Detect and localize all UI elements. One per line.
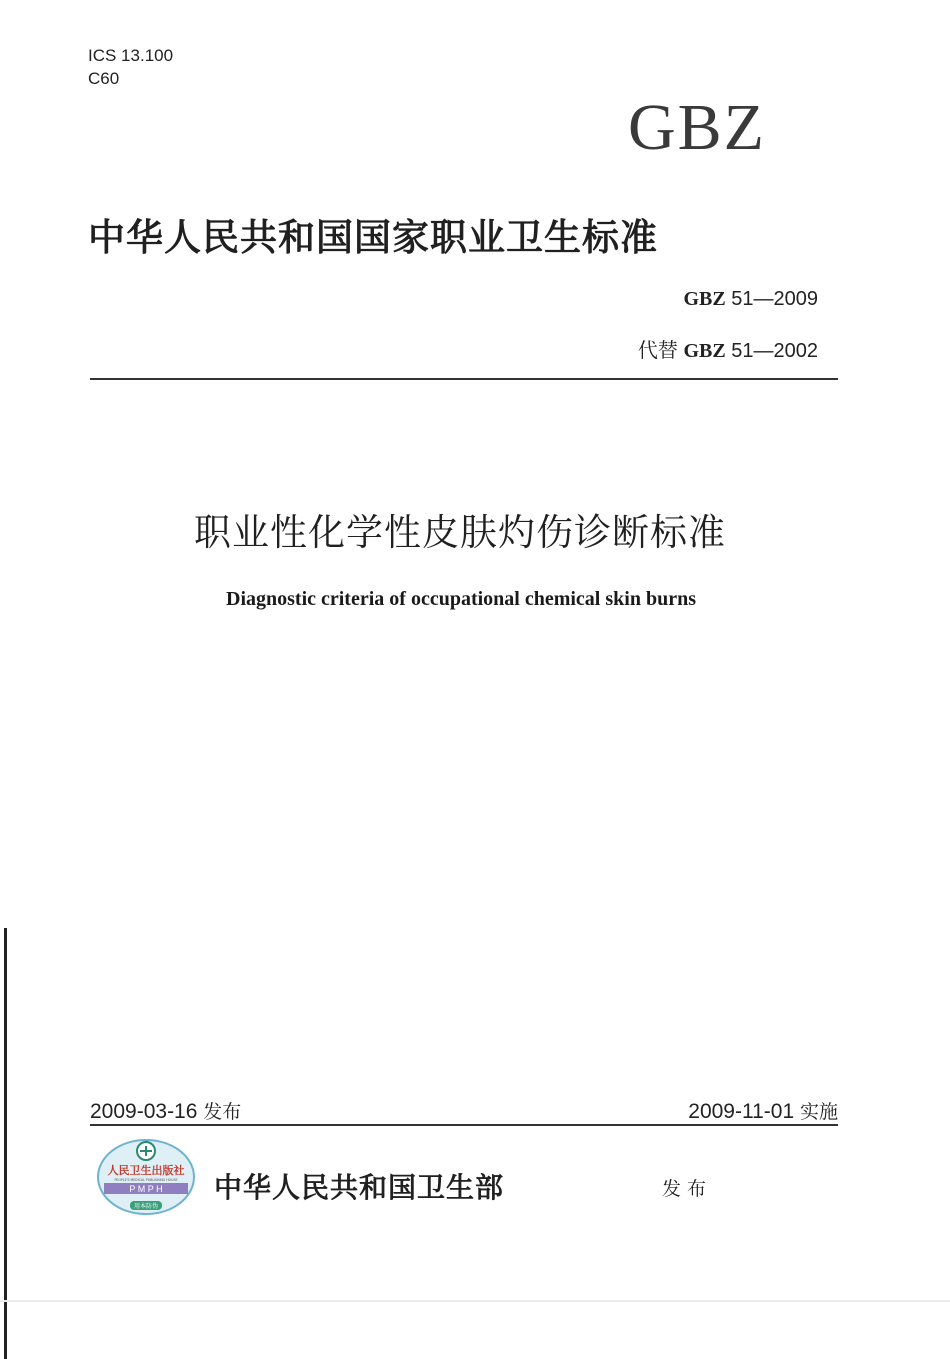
top-divider bbox=[90, 378, 838, 380]
classification-codes bbox=[88, 44, 173, 90]
replaces-label: 代替 bbox=[637, 340, 678, 362]
replaces-prefix: GBZ bbox=[683, 340, 726, 362]
scan-edge-mark bbox=[4, 928, 7, 1359]
replaces-standard bbox=[638, 334, 818, 363]
seal-en-text: PEOPLE'S MEDICAL PUBLISHING HOUSE bbox=[114, 1178, 178, 1182]
standard-number-value: 51—2009 bbox=[731, 288, 818, 310]
ccs-code: C60 bbox=[88, 69, 120, 88]
implement-date-value: 2009-11-01 bbox=[688, 1100, 795, 1123]
ics-code: ICS 13.100 bbox=[88, 46, 174, 65]
document-title-chinese: 职业性化学性皮肤灼伤诊断标准 bbox=[194, 511, 726, 554]
publisher-seal-logo bbox=[96, 1137, 196, 1217]
seal-cn-text: 人民卫生出版社 bbox=[107, 1164, 185, 1177]
gbz-logo: GBZ bbox=[628, 91, 766, 164]
issue-label: 发布 bbox=[203, 1101, 242, 1123]
issue-date-value: 2009-03-16 bbox=[90, 1100, 198, 1123]
page-fold-line bbox=[0, 1300, 950, 1302]
replaces-number: 51—2002 bbox=[731, 340, 818, 362]
publisher-name: 中华人民共和国卫生部 bbox=[214, 1171, 505, 1204]
implement-label: 实施 bbox=[799, 1101, 838, 1123]
implement-date bbox=[688, 1097, 838, 1124]
standard-prefix: GBZ bbox=[683, 288, 726, 310]
standard-number bbox=[683, 288, 818, 311]
bottom-divider bbox=[90, 1124, 838, 1126]
seal-tag-text: 用本防伪 bbox=[133, 1203, 159, 1210]
publisher-action: 发布 bbox=[662, 1178, 713, 1200]
organization-title: 中华人民共和国国家职业卫生标准 bbox=[88, 215, 658, 259]
document-title-english: Diagnostic criteria of occupational chemical skin burns bbox=[226, 588, 696, 610]
seal-abbr-text: P M P H bbox=[129, 1184, 163, 1194]
issue-date bbox=[90, 1097, 241, 1124]
